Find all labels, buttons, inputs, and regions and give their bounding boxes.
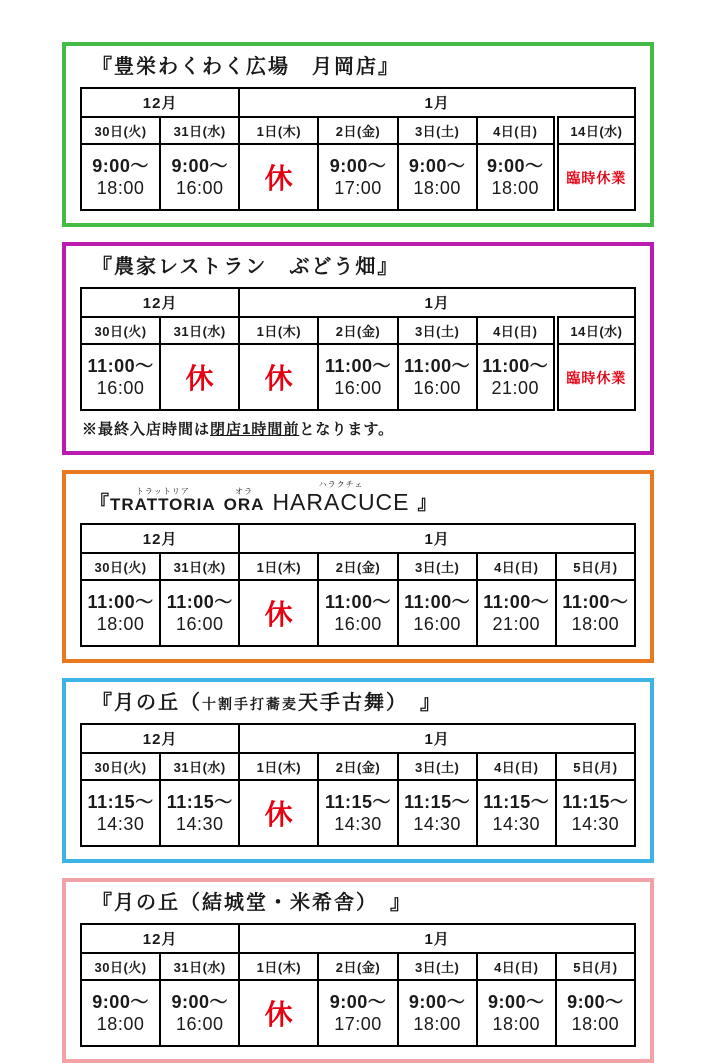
hours-cell: 11:00～ 16:00: [398, 580, 477, 646]
shop-card-tsukinooka-tentekomai: [62, 678, 654, 863]
furigana-label: オラ: [235, 486, 254, 496]
date-header-cell: 2日(金): [318, 117, 397, 144]
hours-row: [81, 780, 635, 846]
month-header-row: [81, 288, 635, 317]
hours-cell: 9:00～ 16:00: [160, 144, 239, 210]
month-cell-january: 1月: [239, 924, 635, 953]
hours-cell: 9:00～ 18:00: [81, 980, 160, 1046]
date-header-cell: 2日(金): [318, 553, 397, 580]
title-small-text: 十割手打蕎麦: [202, 696, 298, 713]
date-header-cell: 30日(火): [81, 317, 160, 344]
date-header-cell: 1日(木): [239, 553, 318, 580]
date-header-cell: 30日(火): [81, 953, 160, 980]
month-cell-december: 12月: [81, 724, 239, 753]
date-header-cell: 31日(水): [160, 117, 239, 144]
closed-cell: 休: [239, 580, 318, 646]
date-header-cell: 30日(火): [81, 117, 160, 144]
month-cell-december: 12月: [81, 924, 239, 953]
hours-cell: 9:00～ 18:00: [398, 980, 477, 1046]
month-header-row: [81, 88, 635, 117]
hours-cell: 11:15～ 14:30: [160, 780, 239, 846]
hours-cell: 9:00～ 18:00: [477, 980, 556, 1046]
date-header-cell: 5日(月): [556, 553, 635, 580]
hours-cell: 11:00～ 21:00: [477, 344, 556, 410]
date-header-row: [81, 753, 635, 780]
shop-card-toyosaka-wakuwaku: [62, 42, 654, 227]
title-word: ハラクチェ HARACUCE: [272, 480, 410, 515]
date-header-cell: 1日(木): [239, 953, 318, 980]
shop-title: 『豊栄わくわく広場 月岡店』: [92, 56, 400, 78]
hours-row: [81, 344, 635, 410]
month-cell-january: 1月: [239, 724, 635, 753]
month-cell-december: 12月: [81, 88, 239, 117]
date-header-cell: 4日(日): [477, 317, 556, 344]
month-cell-january: 1月: [239, 288, 635, 317]
shop-title: 『月の丘（十割手打蕎麦天手古舞） 』: [92, 692, 442, 715]
date-header-cell: 14日(水): [556, 117, 635, 144]
hours-cell: 9:00～ 18:00: [556, 980, 635, 1046]
date-header-cell: 4日(日): [477, 553, 556, 580]
month-cell-december: 12月: [81, 524, 239, 553]
hours-cell: 11:15～ 14:30: [81, 780, 160, 846]
date-header-cell: 5日(月): [556, 953, 635, 980]
title-word: トラットリア TRATTORIA: [110, 486, 216, 515]
closed-cell: 休: [239, 780, 318, 846]
closed-cell: 休: [239, 144, 318, 210]
hours-table: [80, 523, 636, 647]
hours-table: [80, 923, 636, 1047]
date-header-cell: 3日(土): [398, 117, 477, 144]
date-header-cell: 1日(木): [239, 117, 318, 144]
shop-card-tsukinooka-yukido: [62, 878, 654, 1063]
date-header-cell: 31日(水): [160, 753, 239, 780]
hours-cell: 11:15～ 14:30: [398, 780, 477, 846]
hours-cell: 11:00～ 16:00: [398, 344, 477, 410]
date-header-cell: 14日(水): [556, 317, 635, 344]
date-header-row: [81, 317, 635, 344]
month-cell-january: 1月: [239, 88, 635, 117]
date-header-cell: 31日(水): [160, 953, 239, 980]
hours-cell: 9:00～ 18:00: [398, 144, 477, 210]
date-header-cell: 2日(金): [318, 953, 397, 980]
date-header-cell: 30日(火): [81, 553, 160, 580]
date-header-cell: 1日(木): [239, 753, 318, 780]
date-header-cell: 31日(水): [160, 553, 239, 580]
hours-table: [80, 723, 636, 847]
hours-cell: 9:00～ 18:00: [81, 144, 160, 210]
hours-cell: 9:00～ 16:00: [160, 980, 239, 1046]
hours-cell: 11:15～ 14:30: [556, 780, 635, 846]
closed-cell: 休: [239, 980, 318, 1046]
date-header-row: [81, 953, 635, 980]
hours-row: [81, 144, 635, 210]
date-header-cell: 30日(火): [81, 753, 160, 780]
date-header-cell: 4日(日): [477, 117, 556, 144]
hours-cell: 11:00～ 16:00: [81, 344, 160, 410]
furigana-label: トラットリア: [135, 486, 190, 496]
furigana-label: ハラクチェ: [318, 480, 364, 489]
date-header-cell: 3日(土): [398, 953, 477, 980]
date-header-cell: 2日(金): [318, 753, 397, 780]
shop-title: 『月の丘（結城堂・米希舎） 』: [92, 892, 412, 915]
hours-cell: 11:00～ 18:00: [556, 580, 635, 646]
hours-cell: 11:15～ 14:30: [318, 780, 397, 846]
shop-title: [80, 481, 636, 515]
date-header-cell: 31日(水): [160, 317, 239, 344]
month-header-row: [81, 724, 635, 753]
hours-table: [80, 287, 636, 411]
date-header-cell: 5日(月): [556, 753, 635, 780]
title-word: オラ ORA: [223, 486, 265, 515]
hours-row: [81, 980, 635, 1046]
shop-card-budoubatake: [62, 242, 654, 455]
closed-cell: 休: [160, 344, 239, 410]
date-header-cell: 1日(木): [239, 317, 318, 344]
month-header-row: [81, 524, 635, 553]
date-header-cell: 4日(日): [477, 753, 556, 780]
hours-cell: 11:00～ 21:00: [477, 580, 556, 646]
month-header-row: [81, 924, 635, 953]
month-cell-january: 1月: [239, 524, 635, 553]
hours-cell: 11:00～ 16:00: [318, 580, 397, 646]
closed-cell: 休: [239, 344, 318, 410]
date-header-cell: 3日(土): [398, 317, 477, 344]
title-open-bracket: 『: [90, 493, 111, 515]
hours-cell: 9:00～ 17:00: [318, 144, 397, 210]
shop-title: 『農家レストラン ぶどう畑』: [92, 256, 400, 278]
shop-card-trattoria-ora-haracuce: [62, 470, 654, 663]
hours-cell: 11:00～ 18:00: [81, 580, 160, 646]
date-header-cell: 3日(土): [398, 753, 477, 780]
date-header-cell: 2日(金): [318, 317, 397, 344]
hours-cell: 11:15～ 14:30: [477, 780, 556, 846]
title-close-bracket: 』: [417, 493, 438, 515]
date-header-row: [81, 117, 635, 144]
date-header-cell: 3日(土): [398, 553, 477, 580]
date-header-row: [81, 553, 635, 580]
special-closure-cell: 臨時休業: [556, 344, 635, 410]
date-header-cell: 4日(日): [477, 953, 556, 980]
hours-cell: 11:00～ 16:00: [160, 580, 239, 646]
special-closure-cell: 臨時休業: [556, 144, 635, 210]
hours-table: [80, 87, 636, 211]
hours-cell: 9:00～ 18:00: [477, 144, 556, 210]
last-entry-note: ※最終入店時間は閉店1時間前となります。: [82, 421, 395, 438]
month-cell-december: 12月: [81, 288, 239, 317]
hours-row: [81, 580, 635, 646]
hours-cell: 9:00～ 17:00: [318, 980, 397, 1046]
hours-cell: 11:00～ 16:00: [318, 344, 397, 410]
